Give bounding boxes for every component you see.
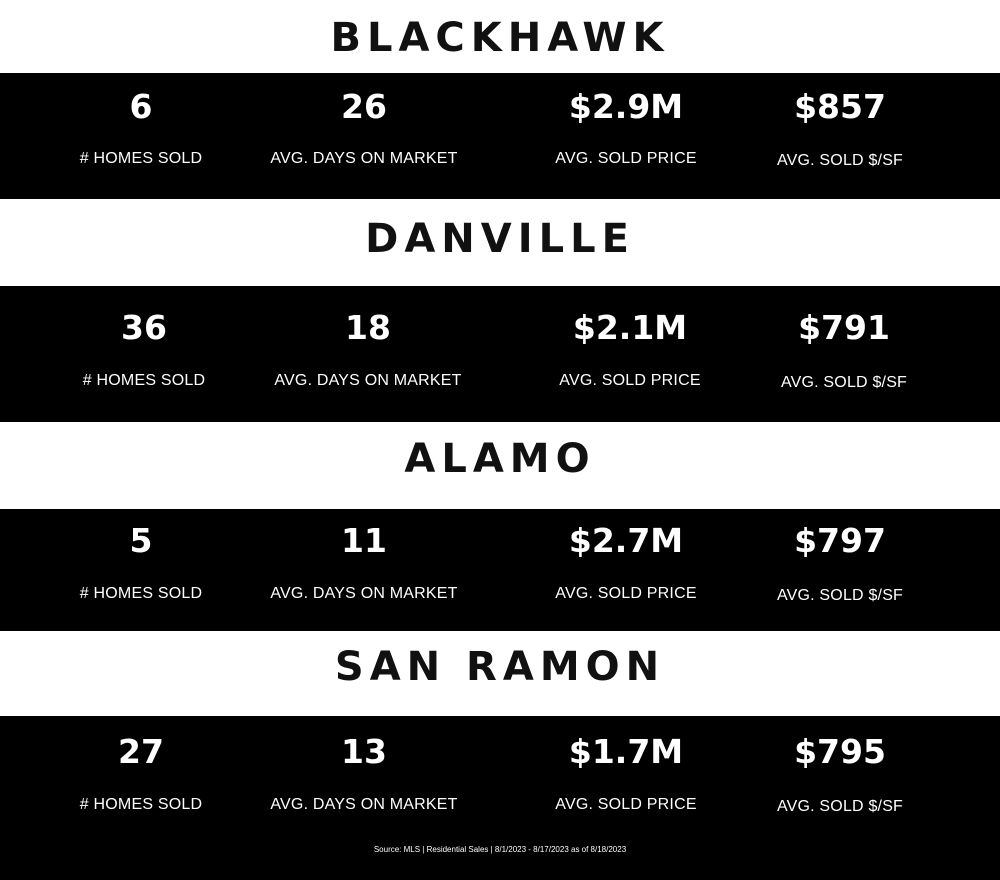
stat-value: 36 [121,308,167,347]
stats-band-alamo [0,509,1000,631]
stat-label: AVG. DAYS ON MARKET [270,150,458,167]
source-note: Source: MLS | Residential Sales | 8/1/2023 - 8/17/2023 as of 8/18/2023 [373,845,627,854]
stat-label: # HOMES SOLD [79,585,203,602]
stat-value: $2.7M [568,521,684,560]
stat-label: AVG. SOLD $/SF [776,798,904,815]
stat-label: AVG. SOLD PRICE [555,585,697,602]
stats-band-san-ramon [0,716,1000,880]
stat-value: $791 [798,308,890,347]
stat-label: # HOMES SOLD [82,372,206,389]
stat-label: # HOMES SOLD [79,150,203,167]
area-title-blackhawk: BLACKHAWK [330,15,670,61]
stat-label: AVG. DAYS ON MARKET [274,372,462,389]
stat-label: AVG. SOLD $/SF [776,152,904,169]
area-title-alamo: ALAMO [404,436,596,482]
area-title-danville: DANVILLE [365,216,635,262]
stat-value: 5 [129,521,153,560]
stat-label: AVG. SOLD PRICE [555,796,697,813]
area-title-san-ramon: SAN RAMON [334,644,666,690]
stat-value: $797 [794,521,886,560]
stat-value: 26 [341,87,387,126]
stat-value: 18 [345,308,391,347]
stats-band-blackhawk [0,73,1000,199]
stat-label: AVG. SOLD PRICE [559,372,701,389]
stats-band-danville [0,286,1000,422]
stat-value: 27 [118,732,164,771]
stat-label: # HOMES SOLD [79,796,203,813]
stat-value: $2.9M [568,87,684,126]
stat-value: $795 [794,732,886,771]
stat-value: $2.1M [572,308,688,347]
stat-value: $1.7M [568,732,684,771]
stat-label: AVG. DAYS ON MARKET [270,585,458,602]
stat-label: AVG. SOLD PRICE [555,150,697,167]
stat-value: 6 [129,87,153,126]
stat-value: 11 [341,521,387,560]
stat-value: 13 [341,732,387,771]
stat-label: AVG. SOLD $/SF [780,374,908,391]
stat-value: $857 [794,87,886,126]
stat-label: AVG. DAYS ON MARKET [270,796,458,813]
stat-label: AVG. SOLD $/SF [776,587,904,604]
